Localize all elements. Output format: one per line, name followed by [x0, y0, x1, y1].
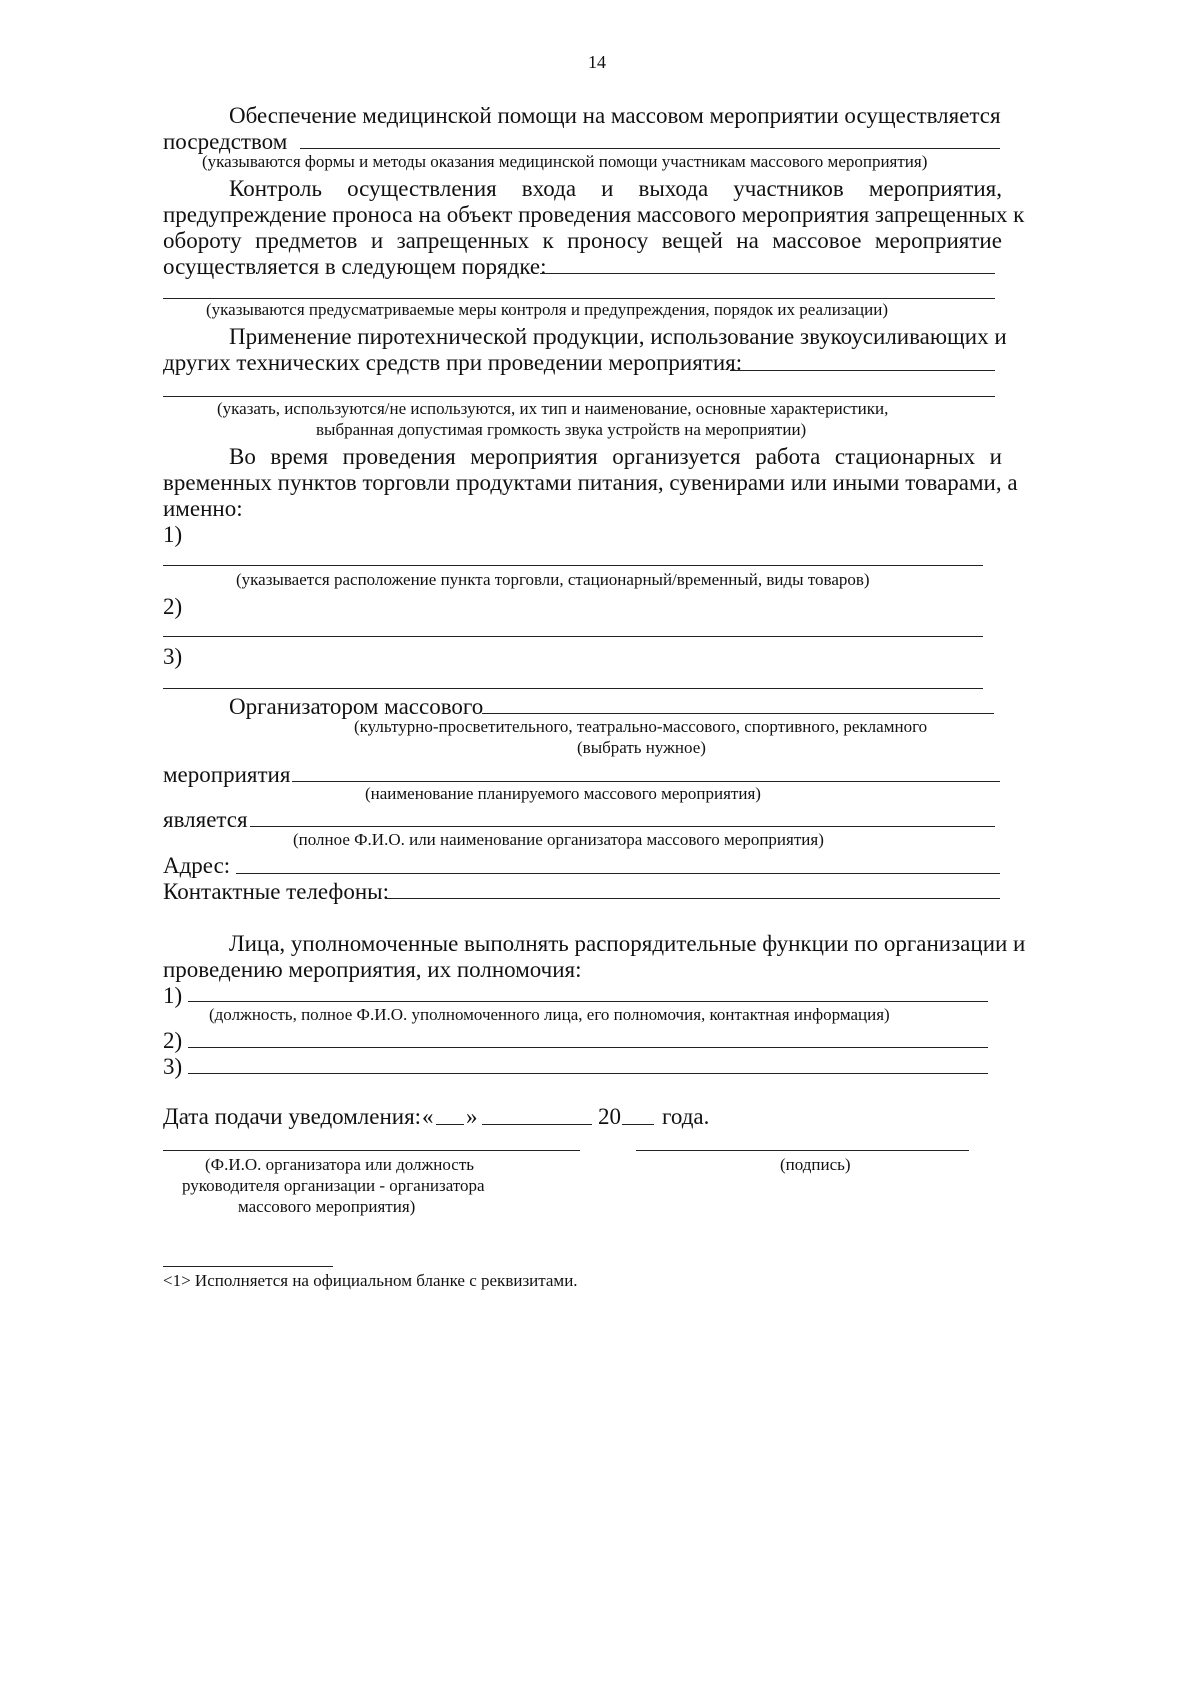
word: осуществления [347, 176, 497, 201]
word: вещей [661, 228, 723, 253]
control-hint: (указываются предусматриваемые меры контроля и предупреждения, порядок их реализации) [206, 300, 889, 319]
word: к [542, 228, 554, 253]
word: мероприятие [874, 228, 1002, 253]
date-close-quote: » [466, 1104, 478, 1129]
control-line-1-words [229, 175, 1002, 202]
trade-line-1 [229, 443, 1002, 470]
pyro-field-1[interactable] [730, 370, 995, 371]
medical-line-1 [229, 102, 1002, 129]
authorized-field-2[interactable] [188, 1047, 988, 1048]
date-year-field[interactable] [622, 1124, 654, 1125]
organizer-is-hint: (полное Ф.И.О. или наименование организатора массового мероприятия) [293, 830, 824, 849]
control-field-1[interactable] [540, 273, 995, 274]
word: и [370, 228, 384, 253]
word: обороту [163, 228, 242, 253]
phones-label: Контактные телефоны: [163, 879, 389, 904]
medical-line-1-text: Обеспечение медицинской помощи на массовом мероприятии осуществляется [229, 103, 1001, 128]
trade-line-3: именно: [163, 496, 243, 521]
word: время [270, 444, 329, 469]
trade-item-1: 1) [163, 522, 183, 547]
footnote: <1> Исполняется на официальном бланке с реквизитами. [163, 1271, 578, 1290]
word: входа [521, 176, 577, 201]
word: мероприятия, [868, 176, 1002, 201]
organizer-line-1: Организатором массового [229, 694, 484, 719]
word: проносу [567, 228, 649, 253]
word: и [601, 176, 614, 201]
organizer-type-field[interactable] [482, 713, 994, 714]
word: предметов [255, 228, 358, 253]
organizer-name-field[interactable] [250, 826, 995, 827]
signature-left-hint-1: (Ф.И.О. организатора или должность [205, 1155, 475, 1174]
footnote-divider [163, 1266, 333, 1267]
pyro-line-1: Применение пиротехнической продукции, использование звукоусиливающих и [229, 324, 1007, 349]
organizer-name-signature-field[interactable] [163, 1150, 580, 1151]
control-line-2: предупреждение проноса на объект проведения массового мероприятия запрещенных к [163, 202, 1025, 227]
event-hint: (наименование планируемого массового мероприятия) [365, 784, 761, 803]
pyro-hint-2: выбранная допустимая громкость звука устройств на мероприятии) [316, 420, 807, 439]
address-label: Адрес: [163, 853, 231, 878]
date-month-field[interactable] [482, 1124, 592, 1125]
word: запрещенных [396, 228, 530, 253]
signature-right-hint: (подпись) [780, 1155, 851, 1174]
word: проведения [342, 444, 456, 469]
word: Контроль [229, 176, 322, 201]
word: участников [733, 176, 844, 201]
authorized-item-3: 3) [163, 1054, 183, 1079]
trade-item-2: 2) [163, 594, 183, 619]
control-field-2[interactable] [163, 298, 995, 299]
pyro-field-2[interactable] [163, 396, 995, 397]
trade-hint: (указывается расположение пункта торговли, стационарный/временный, виды товаров) [236, 570, 870, 589]
trade-field-2[interactable] [163, 636, 983, 637]
date-year-prefix: 20 [598, 1104, 621, 1129]
phones-field[interactable] [385, 898, 1000, 899]
date-year-suffix: года. [662, 1104, 710, 1129]
word: стационарных [834, 444, 976, 469]
control-line-3 [163, 227, 1002, 254]
medical-field[interactable] [300, 148, 1000, 149]
authorized-hint: (должность, полное Ф.И.О. уполномоченного лица, его полномочия, контактная информация) [209, 1005, 890, 1024]
pyro-line-2: других технических средств при проведении мероприятия: [163, 350, 743, 375]
trade-line-2: временных пунктов торговли продуктами питания, сувенирами или иными товарами, а [163, 470, 1018, 495]
control-line-4: осуществляется в следующем порядке: [163, 254, 547, 279]
organizer-hint-2: (выбрать нужное) [577, 738, 706, 757]
word: массовое [772, 228, 862, 253]
event-label: мероприятия [163, 762, 291, 787]
event-name-field[interactable] [292, 781, 1000, 782]
authorized-field-3[interactable] [188, 1073, 988, 1074]
date-label: Дата подачи уведомления: [163, 1104, 422, 1129]
word: мероприятия [470, 444, 598, 469]
authorized-item-1: 1) [163, 983, 183, 1008]
medical-line-2: посредством [163, 129, 288, 154]
signature-left-hint-3: массового мероприятия) [238, 1197, 416, 1216]
address-field[interactable] [236, 873, 1000, 874]
word: выхода [638, 176, 709, 201]
date-open-quote: « [422, 1104, 434, 1129]
pyro-hint-1: (указать, используются/не используются, их тип и наименование, основные характеристики, [217, 399, 889, 418]
trade-item-3: 3) [163, 644, 183, 669]
word: на [736, 228, 759, 253]
organizer-is-label: является [163, 807, 248, 832]
page-number: 14 [588, 52, 606, 72]
trade-field-1[interactable] [163, 565, 983, 566]
signature-left-hint-2: руководителя организации - организатора [182, 1176, 485, 1195]
word: организуется [612, 444, 741, 469]
trade-field-3[interactable] [163, 688, 983, 689]
control-line-1 [229, 175, 1002, 202]
word: работа [755, 444, 821, 469]
date-day-field[interactable] [436, 1124, 464, 1125]
organizer-hint-1: (культурно-просветительного, театрально-массового, спортивного, рекламного [354, 717, 928, 736]
medical-hint: (указываются формы и методы оказания медицинской помощи участникам массового мероприятия) [202, 152, 928, 171]
signature-field[interactable] [636, 1150, 969, 1151]
authorized-line-2: проведению мероприятия, их полномочия: [163, 957, 582, 982]
trade-line-1-words [229, 443, 1002, 470]
authorized-field-1[interactable] [188, 1001, 988, 1002]
authorized-item-2: 2) [163, 1028, 183, 1053]
authorized-line-1: Лица, уполномоченные выполнять распорядительные функции по организации и [229, 931, 1026, 956]
word: Во [229, 444, 256, 469]
control-line-3-words [163, 227, 1002, 254]
word: и [989, 444, 1002, 469]
